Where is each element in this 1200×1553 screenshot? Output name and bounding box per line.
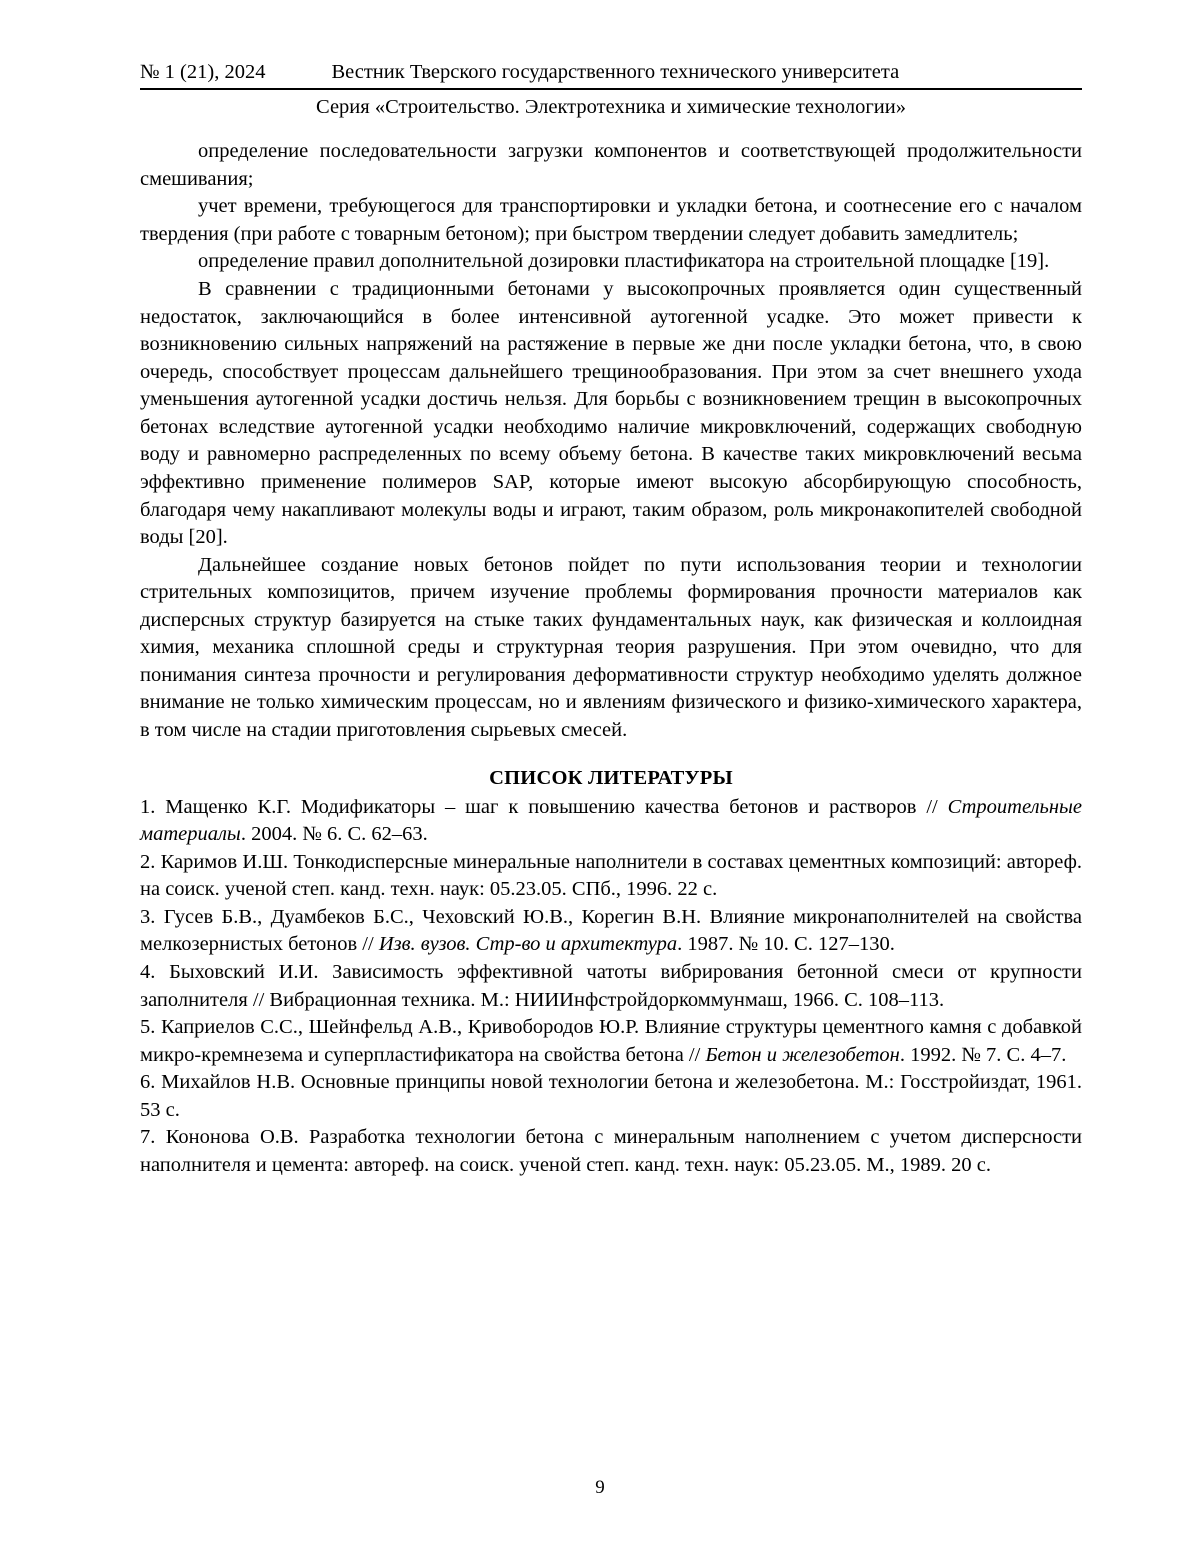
- reference-item: [140, 1124, 1082, 1179]
- journal-series: Серия «Строительство. Электротехника и химические технологии»: [316, 95, 906, 118]
- issue-number: № 1 (21), 2024: [140, 61, 266, 83]
- body-text: [140, 138, 1082, 744]
- reference-source: Изв. вузов. Стр-во и архитектура: [378, 933, 678, 956]
- reference-source: Бетон и железобетон: [705, 1043, 900, 1066]
- reference-item: [140, 904, 1082, 959]
- reference-item: [140, 849, 1082, 904]
- reference-text: 5. Каприелов С.С., Шейнфельд А.В., Кривобородов Ю.Р. Влияние структуры цементного камня с добавкой микро-кремнезема и суперпластификатора на свойства бетона //: [140, 1016, 1082, 1066]
- reference-tail: . 2004. № 6. С. 62–63.: [240, 823, 428, 846]
- reference-item: [140, 959, 1082, 1014]
- journal-title: Вестник Тверского государственного технического университета: [331, 61, 900, 83]
- page-number: 9: [595, 1477, 605, 1498]
- reference-item: [140, 794, 1082, 849]
- reference-item: [140, 1069, 1082, 1124]
- page-header: [140, 60, 1082, 119]
- reference-tail: . 1992. № 7. С. 4–7.: [899, 1043, 1067, 1066]
- reference-text: 3. Гусев Б.В., Дуамбеков Б.С., Чеховский Ю.В., Корегин В.Н. Влияние микронаполнителей на свойства мелкозернистых бетонов //: [140, 905, 1082, 956]
- reference-text: 1. Мащенко К.Г. Модификаторы – шаг к повышению качества бетонов и растворов //: [140, 795, 948, 818]
- reference-text: 6. Михайлов Н.В. Основные принципы новой технологии бетона и железобетона. М.: Госстройиздат, 1961. 53 с.: [140, 1071, 1082, 1121]
- reference-text: 4. Быховский И.И. Зависимость эффективной чатоты вибрирования бетонной смеси от крупности заполнителя // Вибрационная техника. М.: НИИИнфстройдоркоммунмаш, 1966. С. 108–113.: [140, 960, 1082, 1011]
- reference-text: 2. Каримов И.Ш. Тонкодисперсные минеральные наполнители в составах цементных композиций: автореф. на соиск. ученой степ. канд. техн. наук: 05.23.05. СПб., 1996. 22 с.: [140, 850, 1082, 901]
- header-top-row: [140, 60, 1082, 85]
- paragraph: В сравнении с традиционными бетонами у высокопрочных проявляется один существенный недостаток, заключающийся в более интенсивной аутогенной усадке. Это может привести к возникновению сильных напряжений на растяжение в первые же дни после укладки бетона, что, в свою очередь, способствует процессам дальнейшего трещинообразования. При этом за счет внешнего ухода уменьшения аутогенной усадки достичь нельзя. Для борьбы с возникновением трещин в высокопрочных бетонах вследствие аутогенной усадки необходимо наличие микровключений, содержащих свободную воду и равномерно распределенных по всему объему бетона. В качестве таких микровключений весьма эффективно применение полимеров SAP, которые имеют высокую абсорбирующую способность, благодаря чему накапливают молекулы воды и играют, таким образом, роль микронакопителей свободной воды [20].: [140, 278, 1082, 549]
- paragraph: Дальнейшее создание новых бетонов пойдет по пути использования теории и технологии стрительных композицитов, причем изучение проблемы формирования прочности материалов как дисперсных структур базируется на стыке таких фундаментальных наук, как физическая и коллоидная химия, механика сплошной среды и структурная теория разрушения. При этом очевидно, что для понимания синтеза прочности и регулирования деформативности структур необходимо уделять должное внимание не только химическим процессам, но и явлениям физического и физико-химического характера, в том числе на стадии приготовления сырьевых смесей.: [140, 553, 1082, 741]
- references-list: [140, 794, 1082, 1180]
- paragraph: определение последовательности загрузки компонентов и соответствующей продолжительности смешивания;: [140, 140, 1082, 190]
- paragraph: определение правил дополнительной дозировки пластификатора на строительной площадке [19].: [198, 250, 1050, 273]
- reference-source: Строительные материалы: [140, 795, 1082, 846]
- references-heading: СПИСОК ЛИТЕРАТУРЫ: [489, 766, 733, 789]
- reference-tail: . 1987. № 10. С. 127–130.: [677, 933, 895, 956]
- reference-item: [140, 1014, 1082, 1069]
- paragraph: учет времени, требующегося для транспортировки и укладки бетона, и соотнесение его с началом твердения (при работе с товарным бетоном); при быстром твердении следует добавить замедлитель;: [140, 195, 1082, 245]
- header-divider: [140, 88, 1082, 90]
- reference-text: 7. Кононова О.В. Разработка технологии бетона с минеральным наполнением с учетом дисперсности наполнителя и цемента: автореф. на соиск. ученой степ. канд. техн. наук: 05.23.05. М., 1989. 20 с.: [140, 1126, 1082, 1176]
